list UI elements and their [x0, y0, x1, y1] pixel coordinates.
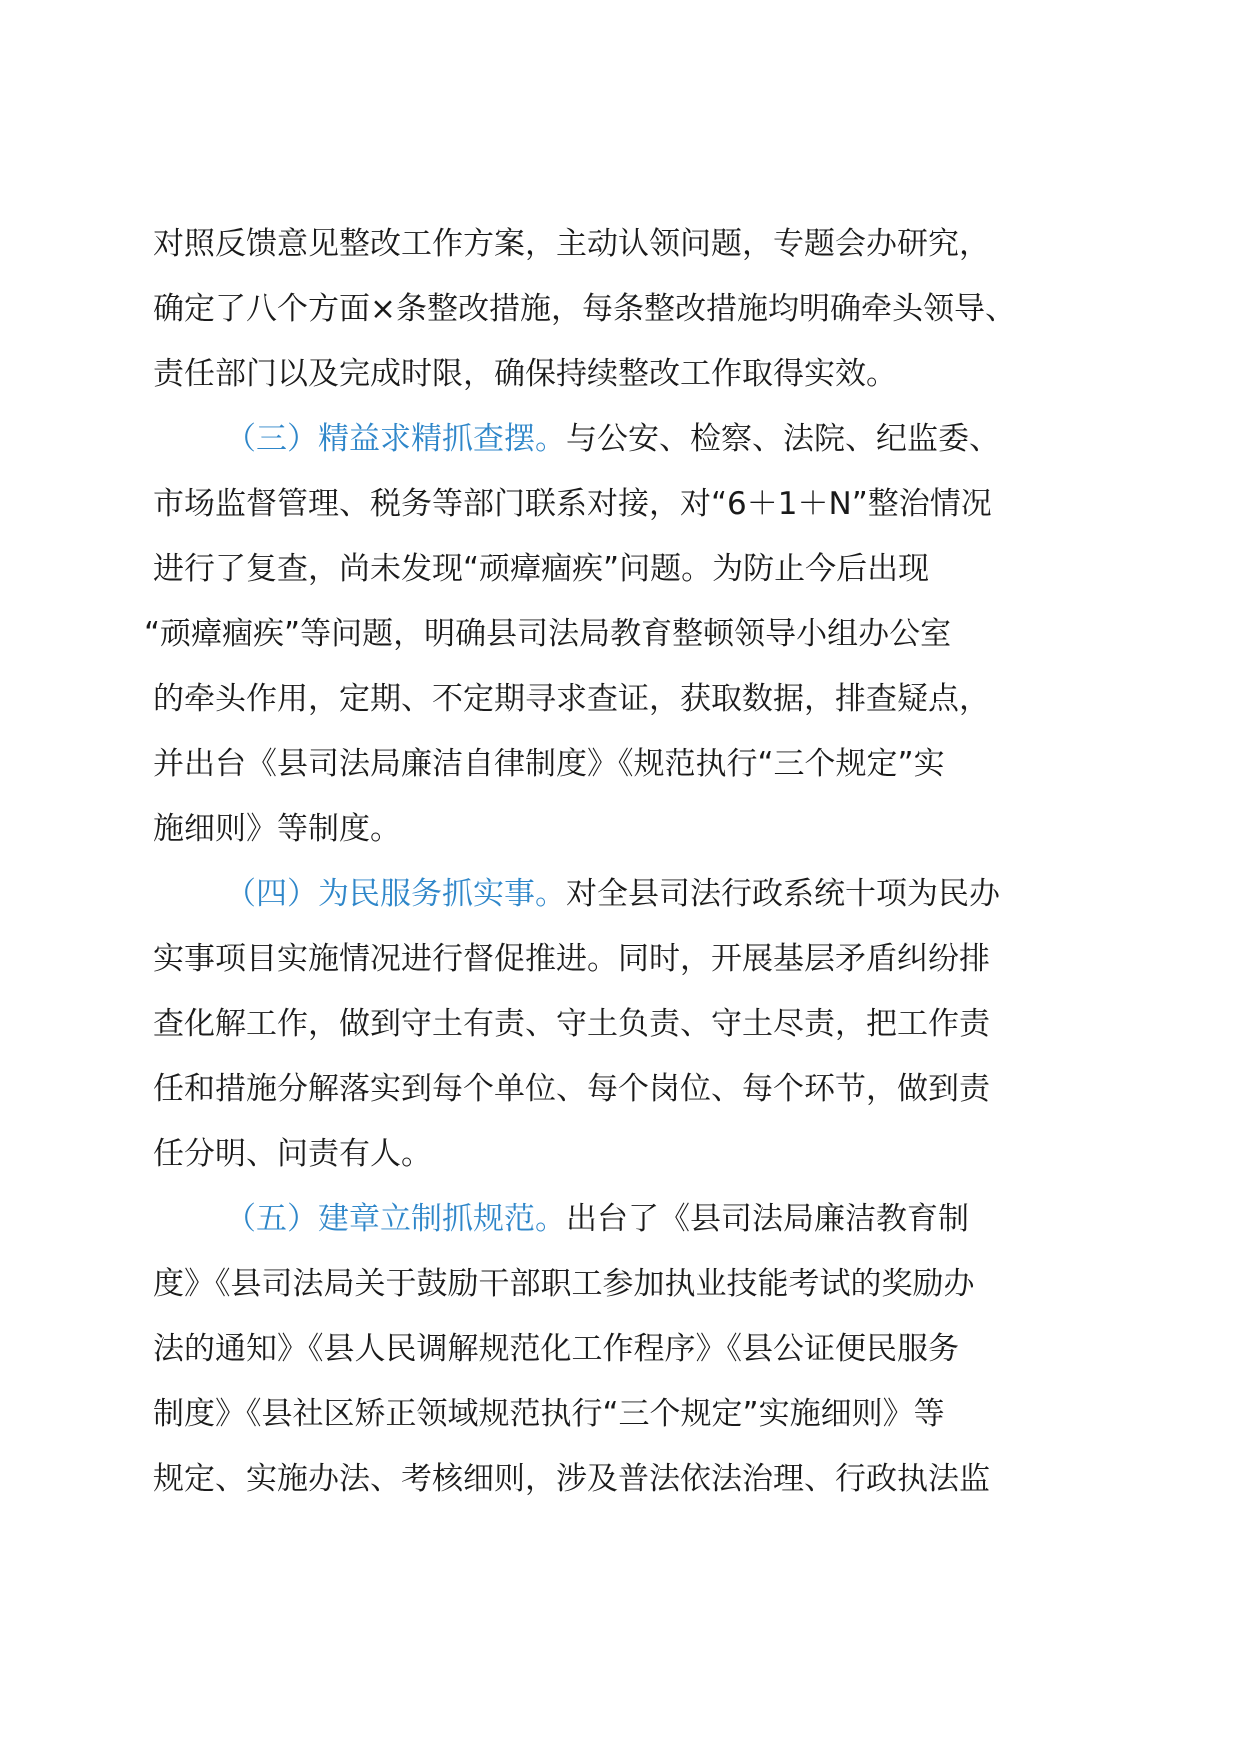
body-line	[153, 1317, 1088, 1382]
body-text: 任分明、问责有人。	[153, 1136, 432, 1172]
section-3-first-line	[153, 407, 1088, 472]
body-text: 实事项目实施情况进行督促推进。同时，开展基层矛盾纠纷排	[153, 941, 990, 977]
section-4-first-line	[153, 862, 1088, 927]
section-5-heading: （五）建章立制抓规范。	[225, 1201, 566, 1237]
document-body	[144, 212, 1088, 1512]
body-text: 施细则》等制度。	[153, 811, 401, 847]
section-3-heading: （三）精益求精抓查摆。	[225, 421, 566, 457]
body-text: 确定了八个方面×条整改措施，每条整改措施均明确牵头领导、	[153, 291, 1016, 327]
body-text: 责任部门以及完成时限，确保持续整改工作取得实效。	[153, 356, 897, 392]
body-line	[153, 797, 1088, 862]
body-text: 市场监督管理、税务等部门联系对接，对“6＋1＋N”整治情况	[153, 486, 992, 522]
body-line	[153, 1447, 1088, 1512]
section-5-first-line	[153, 1187, 1088, 1252]
body-line	[153, 472, 1088, 537]
body-line	[153, 1122, 1088, 1187]
body-text: 规定、实施办法、考核细则，涉及普法依法治理、行政执法监	[153, 1461, 990, 1497]
body-line	[153, 342, 1088, 407]
body-text: 与公安、检察、法院、纪监委、	[566, 421, 1000, 457]
body-line	[153, 1057, 1088, 1122]
body-line	[153, 212, 1088, 277]
body-text: 并出台《县司法局廉洁自律制度》《规范执行“三个规定”实	[153, 746, 945, 782]
body-text: 对全县司法行政系统十项为民办	[566, 876, 1000, 912]
body-line	[153, 277, 1088, 342]
body-line	[153, 537, 1088, 602]
body-line	[153, 992, 1088, 1057]
body-line	[153, 927, 1088, 992]
body-text: “顽瘴痼疾”等问题，明确县司法局教育整顿领导小组办公室	[144, 616, 952, 652]
body-text: 出台了《县司法局廉洁教育制	[566, 1201, 969, 1237]
body-text: 对照反馈意见整改工作方案，主动认领问题，专题会办研究，	[153, 226, 990, 262]
body-text: 法的通知》《县人民调解规范化工作程序》《县公证便民服务	[153, 1331, 959, 1367]
body-text: 度》《县司法局关于鼓励干部职工参加执业技能考试的奖励办	[153, 1266, 975, 1302]
body-text: 制度》《县社区矫正领域规范执行“三个规定”实施细则》等	[153, 1396, 945, 1432]
body-line	[153, 667, 1088, 732]
body-text: 的牵头作用，定期、不定期寻求查证，获取数据，排查疑点，	[153, 681, 990, 717]
body-line	[153, 1252, 1088, 1317]
body-text: 任和措施分解落实到每个单位、每个岗位、每个环节，做到责	[153, 1071, 990, 1107]
body-line	[153, 1382, 1088, 1447]
body-line	[144, 602, 1088, 667]
body-text: 查化解工作，做到守土有责、守土负责、守土尽责，把工作责	[153, 1006, 990, 1042]
section-4-heading: （四）为民服务抓实事。	[225, 876, 566, 912]
body-line	[153, 732, 1088, 797]
body-text: 进行了复查，尚未发现“顽瘴痼疾”问题。为防止今后出现	[153, 551, 930, 587]
